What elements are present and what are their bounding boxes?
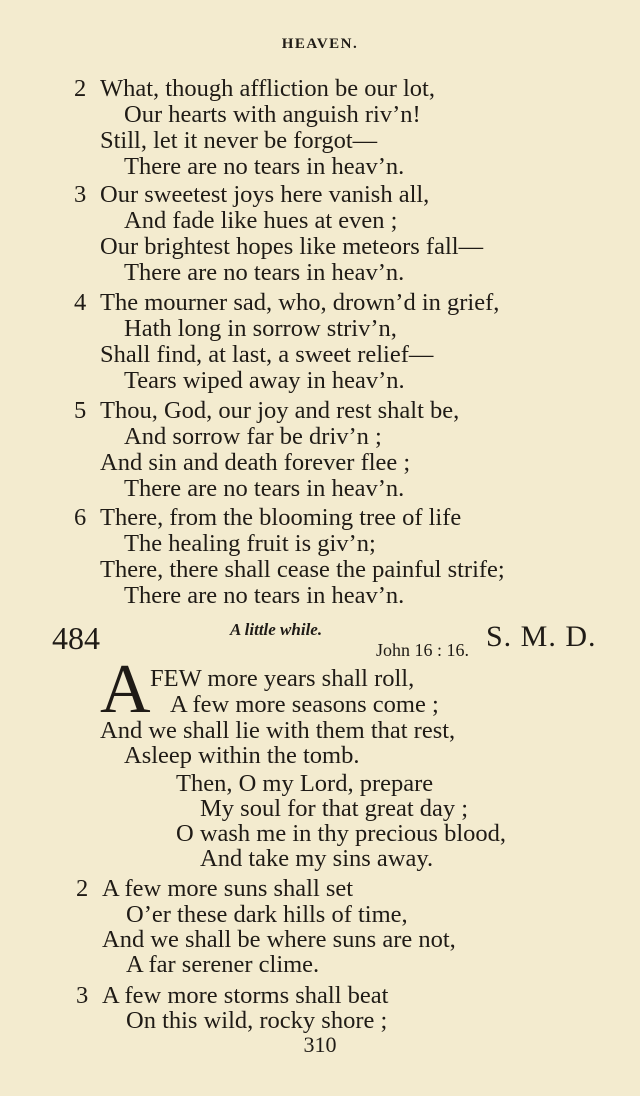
verse-number: 3 <box>74 181 87 208</box>
verse-line: A few more storms shall beat <box>102 982 389 1009</box>
verse-line: Our brightest hopes like meteors fall— <box>100 233 484 260</box>
drop-cap: A <box>100 651 151 728</box>
scripture-reference: John 16 : 16. <box>376 640 470 660</box>
verse-line: And we shall lie with them that rest, <box>100 717 456 744</box>
verse-number: 3 <box>76 982 89 1009</box>
verse-line: O wash me in thy precious blood, <box>176 820 507 847</box>
verse-line: Asleep within the tomb. <box>124 742 360 769</box>
verse-line: Then, O my Lord, prepare <box>176 770 434 797</box>
verse-line: O’er these dark hills of time, <box>126 901 408 928</box>
verse-line: And we shall be where suns are not, <box>102 926 456 953</box>
verse-line: There are no tears in heav’n. <box>124 475 405 502</box>
verse-line: Shall find, at last, a sweet relief— <box>100 341 434 368</box>
verse-line: Hath long in sorrow striv’n, <box>124 315 397 342</box>
verse-line: On this wild, rocky shore ; <box>126 1007 388 1034</box>
verse-number: 6 <box>74 504 87 531</box>
verse-number: 5 <box>74 397 87 424</box>
hymn-title: A little while. <box>230 620 323 639</box>
verse-line: Thou, God, our joy and rest shalt be, <box>100 397 460 424</box>
verse-line: There are no tears in heav’n. <box>124 582 405 609</box>
verse-line: A few more seasons come ; <box>170 691 439 718</box>
verse-line: There, there shall cease the painful strife; <box>100 556 505 583</box>
verse-line: My soul for that great day ; <box>200 795 469 822</box>
verse-line: A few more suns shall set <box>102 875 354 902</box>
verse-line: There, from the blooming tree of life <box>100 504 462 531</box>
verse-line: The mourner sad, who, drown’d in grief, <box>100 289 500 316</box>
verse-line: And sin and death forever flee ; <box>100 449 411 476</box>
verse-line: Tears wiped away in heav’n. <box>124 367 405 394</box>
verse-line: And fade like hues at even ; <box>124 207 398 234</box>
verse-line: What, though affliction be our lot, <box>100 75 435 102</box>
hymn-number: 484 <box>52 620 100 656</box>
verse-line: A far serener clime. <box>126 951 320 978</box>
verse-line: Our hearts with anguish riv’n! <box>124 101 421 128</box>
verse-line: FEW more years shall roll, <box>150 665 415 692</box>
verse-number: 2 <box>74 75 87 102</box>
verse-line: The healing fruit is giv’n; <box>124 530 376 557</box>
verse-line: And sorrow far be driv’n ; <box>124 423 382 450</box>
verse-line: Still, let it never be forgot— <box>100 127 378 154</box>
page-header: HEAVEN. <box>281 36 359 52</box>
verse-number: 2 <box>76 875 89 902</box>
verse-number: 4 <box>74 289 87 316</box>
verse-line: There are no tears in heav’n. <box>124 153 405 180</box>
verse-line: There are no tears in heav’n. <box>124 259 405 286</box>
verse-line: And take my sins away. <box>200 845 434 872</box>
hymn-meter: S. M. D. <box>486 620 597 653</box>
page-number: 310 <box>303 1032 337 1057</box>
verse-line: Our sweetest joys here vanish all, <box>100 181 430 208</box>
